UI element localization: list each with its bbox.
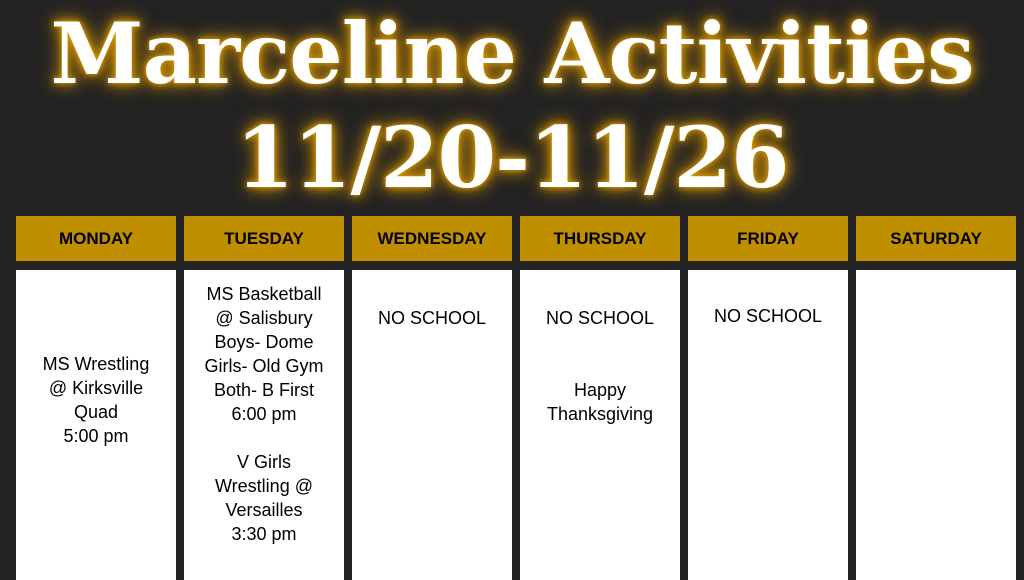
cell-line: Happy [573, 380, 627, 400]
header-tuesday: TUESDAY [184, 216, 344, 261]
cell-saturday [856, 270, 1016, 580]
cell-line: MS Basketball [206, 284, 322, 304]
header-monday: MONDAY [16, 216, 176, 261]
cell-line: Quad [73, 402, 119, 422]
title-line-1: Marceline Activities [50, 4, 974, 103]
cell-line: V Girls [237, 452, 291, 472]
header-wednesday: WEDNESDAY [352, 216, 512, 261]
header-friday: FRIDAY [688, 216, 848, 261]
cell-tuesday [184, 270, 344, 580]
cell-line: @ Kirksville [48, 378, 144, 398]
cell-line: 6:00 pm [231, 404, 297, 424]
cell-monday [16, 270, 176, 580]
cell-line: @ Salisbury [215, 308, 313, 328]
header-thursday: THURSDAY [520, 216, 680, 261]
cell-friday [688, 270, 848, 580]
cell-line: Versailles [225, 500, 303, 520]
cell-line [520, 354, 680, 378]
cell-thursday [520, 270, 680, 580]
cell-line [520, 330, 680, 354]
cell-line: NO SCHOOL [713, 306, 823, 326]
cell-wednesday [352, 270, 512, 580]
title-line-2: 11/20-11/26 [235, 108, 789, 207]
cell-line: Both- B First [213, 380, 315, 400]
cell-line: Thanksgiving [546, 404, 654, 424]
header-saturday: SATURDAY [856, 216, 1016, 261]
cell-line: NO SCHOOL [545, 308, 655, 328]
cell-line: Girls- Old Gym [204, 356, 324, 376]
cell-line: 3:30 pm [231, 524, 297, 544]
cell-line: 5:00 pm [63, 426, 129, 446]
cell-line: MS Wrestling [42, 354, 150, 374]
cell-line: Boys- Dome [214, 332, 314, 352]
cell-line [184, 426, 344, 450]
cell-line: Wrestling @ [215, 476, 313, 496]
cell-line: NO SCHOOL [377, 308, 487, 328]
